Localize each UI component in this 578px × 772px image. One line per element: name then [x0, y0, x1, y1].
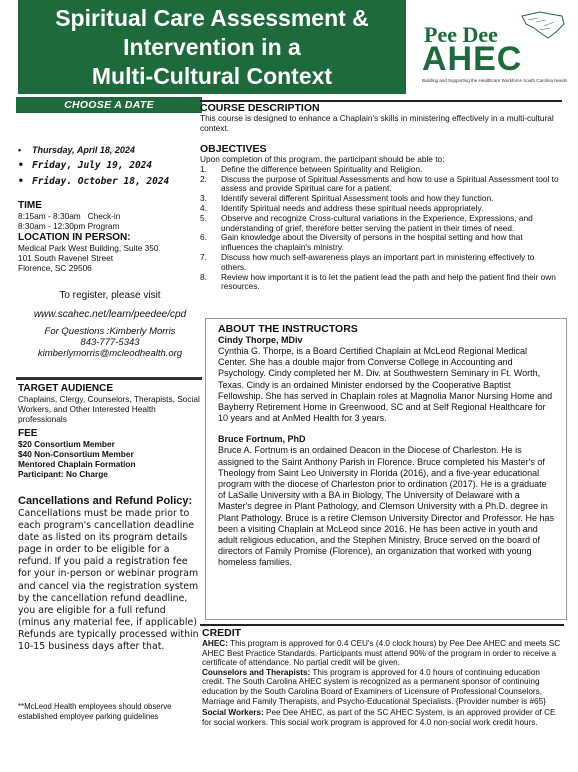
cancellation-heading: Cancellations and Refund Policy:	[18, 495, 193, 507]
date-item: • Thursday, April 18, 2024	[18, 145, 135, 155]
title-line-2: Intervention in a	[123, 34, 301, 60]
divider	[16, 377, 202, 380]
list-item: 8. Review how important it is to let the patient lead the path and help the patient find their own resources.	[200, 271, 556, 292]
course-description-section	[200, 100, 562, 134]
credit-ahec: AHEC: This program is approved for 0.4 CEU's (4.0 clock hours) by Pee Dee AHEC and meets SC AHEC Best Practice Standards. Participants must attend 90% of the program in order to receive a certificate of attendance. No partial credit will be given.	[202, 639, 561, 668]
date-item: • Friday. October 18, 2024	[18, 176, 170, 187]
audience-text: Chaplains, Clergy, Counselors, Therapists, Social Workers, and Other Interested Health professionals	[18, 394, 200, 424]
objectives-list	[200, 165, 562, 292]
list-item: 2. Discuss the purpose of Spiritual Assessments and how to use a Spiritual Assessment tool to assess and provide Spiritual care for a patient.	[200, 173, 559, 194]
cancellation-section	[18, 494, 200, 653]
course-text: This course is designed to enhance a Chaplain's skills in ministering effectively in a multi-cultural context.	[200, 113, 554, 133]
fee-line: Mentored Chaplain Formation	[18, 459, 136, 469]
instructors-box	[205, 318, 567, 620]
contact-name: For Questions :Kimberly Morris	[44, 326, 176, 337]
logo-tagline: Building and Supporting the Healthcare Workforce South Carolina Needs	[422, 78, 568, 83]
divider	[200, 624, 564, 626]
fee-line: Participant: No Charge	[18, 469, 108, 479]
time-line: 8:30am - 12:30pm Program	[18, 221, 120, 231]
date-list	[18, 142, 202, 190]
cancellation-text: Cancellations must be made prior to each program's cancellation deadline date as listed on its program details page in order to be eligible for a refund. If you paid a registration fee for your in-person or webinar program and cancel via the registration system by the cancellation refund deadline, you are eligible for a full refund (minus any material fee, if applicable) Refunds are typically processed within 10-15 business days after that.	[18, 508, 199, 653]
location-heading: LOCATION IN PERSON:	[18, 232, 131, 243]
contact-email[interactable]: kimberlymorris@mcleodhealth.org	[37, 348, 183, 359]
objectives-section	[200, 143, 562, 292]
list-item: 1. Define the difference between Spirituality and Religion.	[200, 163, 423, 174]
credit-heading: CREDIT	[202, 627, 242, 639]
header	[0, 0, 578, 96]
contact-phone: 843-777-5343	[80, 337, 140, 348]
title-line-3: Multi-Cultural Context	[91, 63, 333, 89]
register-text: To register, please visit	[59, 290, 161, 301]
parking-note: **McLeod Health employees should observe established employee parking guidelines	[18, 702, 172, 721]
list-item: 7. Discuss how much self-awareness plays an important part in ministering effectively to others.	[200, 251, 535, 272]
fee-section	[18, 428, 202, 479]
instructor-name: Bruce Fortnum, PhD	[218, 434, 306, 445]
logo-text-pee-dee: Pee Dee	[424, 22, 498, 47]
list-item: 5. Observe and recognize Cross-cultural variations in the Experience, Expressions, and understanding of grief, therefore better serving the patient in their times of need.	[200, 212, 533, 233]
objectives-heading: OBJECTIVES	[200, 143, 267, 155]
course-heading: COURSE DESCRIPTION	[200, 102, 320, 114]
list-item: 4. Identify Spiritual needs and address these spiritual needs appropriately.	[200, 202, 484, 213]
fee-heading: FEE	[18, 428, 38, 439]
audience-heading: TARGET AUDIENCE	[18, 383, 113, 394]
fee-line: $20 Consortium Member	[18, 439, 115, 449]
credit-section	[202, 627, 564, 727]
location-section	[18, 232, 202, 273]
south-carolina-map-icon	[520, 10, 566, 40]
date-item: • Friday, July 19, 2024	[18, 160, 153, 171]
time-line: 8:15am - 8:30am Check-in	[18, 211, 121, 221]
register-link[interactable]: www.scahec.net/learn/peedee/cpd	[33, 309, 187, 320]
time-section	[18, 200, 202, 231]
pee-dee-ahec-logo	[418, 10, 568, 88]
logo-text-ahec: AHEC	[422, 40, 523, 78]
instructor-name: Cindy Thorpe, MDiv	[218, 335, 303, 345]
title-line-1: Spiritual Care Assessment &	[55, 5, 369, 31]
location-line: Florence, SC 29506	[18, 263, 92, 273]
fee-line: $40 Non-Consortium Member	[18, 449, 134, 459]
instructor-bio: Cynthia G. Thorpe, is a Board Certified Chaplain at McLeod Regional Medical Center. She has a double major from Converse College in Accounting and Psychology. Cindy completed her M. Div. at Southwestern Seminary in Ft. Worth, Texas. Cindy is an ordained Minister endorsed by the Cooperative Baptist Fellowship. She has served in Chaplain roles at Magnolia Manor Nursing Home and Bayberry Retirement Home in Greenwood, SC and at Self Regional Healthcare for 10 years and at AnMed Health for 3 years.	[218, 346, 553, 424]
instructors-heading: ABOUT THE INSTRUCTORS	[218, 323, 358, 335]
contact-block	[18, 326, 202, 359]
location-line: Medical Park West Building, Suite 350	[18, 243, 159, 253]
credit-social-workers: Social Workers: Pee Dee AHEC, as part of the SC AHEC System, is an approved provider of CE for social workers. This social work program is approved for 4.0 non-social work credit hours.	[202, 708, 556, 727]
objectives-intro: Upon completion of this program, the participant should be able to:	[200, 154, 445, 164]
time-heading: TIME	[18, 200, 42, 211]
credit-counselors: Counselors and Therapists: This program is approved for 4.0 hours of continuing education credit. The South Carolina AHEC system is recognized as a permanent sponsor of continuing education by the South Carolina Board of Examiners of Licensure of Professional Counselors, Marriage and Family Therapists, and Psycho-Educational Specialists. {Provider number is #65}	[202, 667, 546, 706]
target-audience-section	[18, 383, 202, 424]
list-item: 6. Gain knowledge about the Diversity of persons in the hospital setting and how that influences the chaplain's ministry.	[200, 232, 523, 253]
title-banner	[18, 0, 406, 94]
choose-date-banner: CHOOSE A DATE	[16, 97, 202, 113]
list-item: 3. Identify several different Spiritual Assessment tools and how they function.	[200, 193, 494, 204]
location-line: 101 South Ravenel Street	[18, 253, 114, 263]
instructor-bio: Bruce A. Fortnum is an ordained Deacon in the Diocese of Charleston. He is assigned to the Saint Anthony Parish in Florence. Bruce completed his Master's of Theology from Saint Leo University in Florida (2016), and a five-year educational program with the diocese of Charleston prior to ordination (2017). He is a graduate of LaSalle University with a BA in Biology, The University of Delaware with a Master's degree in Plant Pathology, and Clemson University with a Ph.D. degree in Plant Pathology. Bruce is a retire Clemson University Director and Professor. He has been a visiting Chaplain at McLeod since 2016. He has been active in youth and adult religious education, and the Stephen Ministry. Bruce served on the board of directors of Family Promise (Florence), an organization that worked with young homeless families.	[218, 445, 554, 568]
